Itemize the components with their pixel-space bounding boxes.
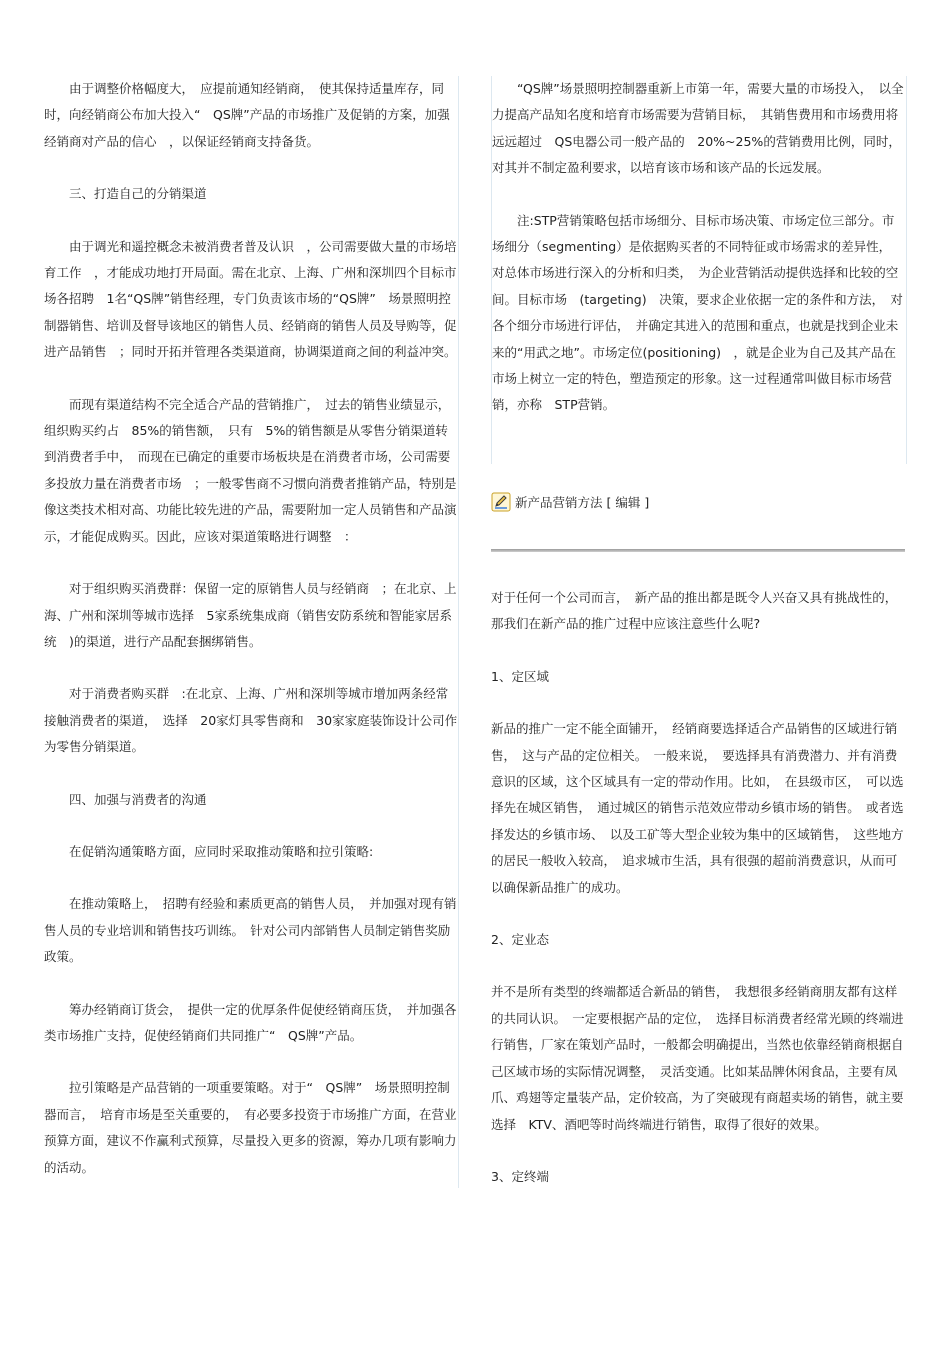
paragraph-promotion-strategy: 在促销沟通策略方面，应同时采取推动策略和拉引策略: — [69, 843, 374, 859]
paragraph-push-strategy: 在推动策略上， 招聘有经验和素质更高的销售人员， 并加强对现有销售人员的专业培训和销售技巧训练。 针对公司内部销售人员制定销售奖励政策。 — [44, 896, 457, 965]
heading-define-region: 1、定区域 — [491, 668, 549, 684]
paragraph-define-region: 新品的推广一定不能全面铺开， 经销商要选择适合产品销售的区域进行销售， 这与产品的定位相关。 一般来说， 要选择具有消费潜力、并有消费意识的区域，这个区域具有一定的带动作用。比如， 在县级市区， 可以选择先在城区销售， 通过城区的销售示范效应带动乡镇市场的销售。 或者选择发达的乡镇市场、 以及工矿等大型企业较为集中的区域销售， 这些地方的居民一般收入较高， 追求城市生活，具有很强的超前消费意识，从而可以确保新品推广的成功。 — [491, 721, 904, 895]
paragraph-consumer-buyers: 对于消费者购买群 :在北京、上海、广州和深圳等城市增加两条经常接触消费者的渠道， 选择 20家灯具零售商和 30家家庭装饰设计公司作为零售分销渠道。 — [44, 686, 458, 755]
heading-define-terminal: 3、定终端 — [491, 1168, 549, 1184]
heading-distribution-channel: 三、打造自己的分销渠道 — [69, 186, 207, 202]
paragraph-new-product-intro: 对于任何一个公司而言， 新产品的推出都是既令人兴奋又具有挑战性的，那我们在新产品的推广过程中应该注意些什么呢? — [491, 590, 898, 632]
heading-consumer-communication: 四、加强与消费者的沟通 — [69, 791, 207, 807]
paragraph-pull-strategy: 拉引策略是产品营销的一项重要策略。对于“ QS牌” 场景照明控制器而言， 培育市场是至关重要的， 有必要多投资于市场推广方面，在营业预算方面，建议不作赢利式预算，尽量投入更多的资源，筹办几项有影响力的活动。 — [44, 1080, 457, 1175]
section-divider — [491, 549, 905, 552]
paragraph-dealer-order-meeting: 筹办经销商订货会， 提供一定的优厚条件促使经销商压货， 并加强各类市场推广支持，促使经销商们共同推广“ QS牌”产品。 — [44, 1001, 457, 1043]
right-bottom-column — [491, 585, 905, 1190]
section-title: 新产品营销方法 — [515, 495, 603, 510]
paragraph-first-year-launch: “QS牌”场景照明控制器重新上市第一年，需要大量的市场投入， 以全力提高产品知名度和培育市场需要为营销目标， 其销售费用和市场费用将远远超过 QS电器公司一般产品的 20%~25%的营销费用比例，同时，对其并不制定盈利要求，以培育该市场和该产品的长远发展。 — [492, 81, 904, 176]
paragraph-define-format: 并不是所有类型的终端都适合新品的销售， 我想很多经销商朋友都有这样的共同认识。 一定要根据产品的定位， 选择目标消费者经常光顾的终端进行销售，厂家在策划产品时，一般都会明确提出，当然也依靠经销商根据自己区域市场的实际情况调整， 灵活变通。比如某品牌休闲食品，主要有凤爪、鸡翅等定量装产品，定价较高，为了突破现有商超卖场的销售，就主要选择 KTV、酒吧等时尚终端进行销售，取得了很好的效果。 — [491, 984, 904, 1132]
left-column — [44, 76, 459, 1188]
paragraph-stp-note: 注:STP营销策略包括市场细分、目标市场决策、市场定位三部分。市场细分（segmenting）是依据购买者的不同特征或市场需求的差异性， 对总体市场进行深入的分析和归类， 为企业营销活动提供选择和比较的空间。目标市场 (targeting) 决策，要求企业依据一定的条件和方法， 对各个细分市场进行评估， 并确定其进入的范围和重点，也就是找到企业未来的“用武之地”。市场定位(positioning) ，就是企业为自己及其产品在市场上树立一定的特色，塑造预定的形象。这一过程通常叫做目标市场营销，亦称 STP营销。 — [492, 212, 903, 413]
right-top-column — [491, 76, 907, 464]
paragraph-price-adjustment: 由于调整价格幅度大， 应提前通知经销商， 使其保持适量库存，同时，向经销商公布加大投入“ QS牌”产品的市场推广及促销的方案，加强经销商对产品的信心 ，以保证经销商支持备货。 — [44, 81, 450, 149]
paragraph-organization-buyers: 对于组织购买消费群：保留一定的原销售人员与经销商 ；在北京、上海、广州和深圳等城市选择 5家系统集成商（销售安防系统和智能家居系统 )的渠道，进行产品配套捆绑销售。 — [44, 581, 457, 649]
paragraph-channel-structure: 而现有渠道结构不完全适合产品的营销推广， 过去的销售业绩显示，组织购买约占 85%的销售额， 只有 5%的销售额是从零售分销渠道转到消费者手中， 而现在已确定的重要市场板块是在消费者市场，公司需要多投放力量在消费者市场 ；一般零售商不习惯向消费者推销产品，特别是像这类技术相对高、功能比较先进的产品，需要附加一定人员销售和产品演示，才能促成购买。因此，应该对渠道策略进行调整 ： — [44, 396, 457, 544]
paragraph-market-cultivation: 由于调光和遥控概念未被消费者普及认识 ，公司需要做大量的市场培育工作 ，才能成功地打开局面。需在北京、上海、广州和深圳四个目标市场各招聘 1名“QS牌”销售经理，专门负责该市场的“QS牌” 场景照明控制器销售、培训及督导该地区的销售人员、经销商的销售人员及导购等，促进产品销售 ；同时开拓并管理各类渠道商，协调渠道商之间的利益冲突。 — [44, 238, 457, 360]
section-heading — [491, 492, 905, 512]
heading-define-format: 2、定业态 — [491, 932, 549, 948]
edit-link[interactable]: [ 编辑 ] — [606, 495, 650, 510]
edit-pencil-icon[interactable] — [491, 492, 511, 512]
